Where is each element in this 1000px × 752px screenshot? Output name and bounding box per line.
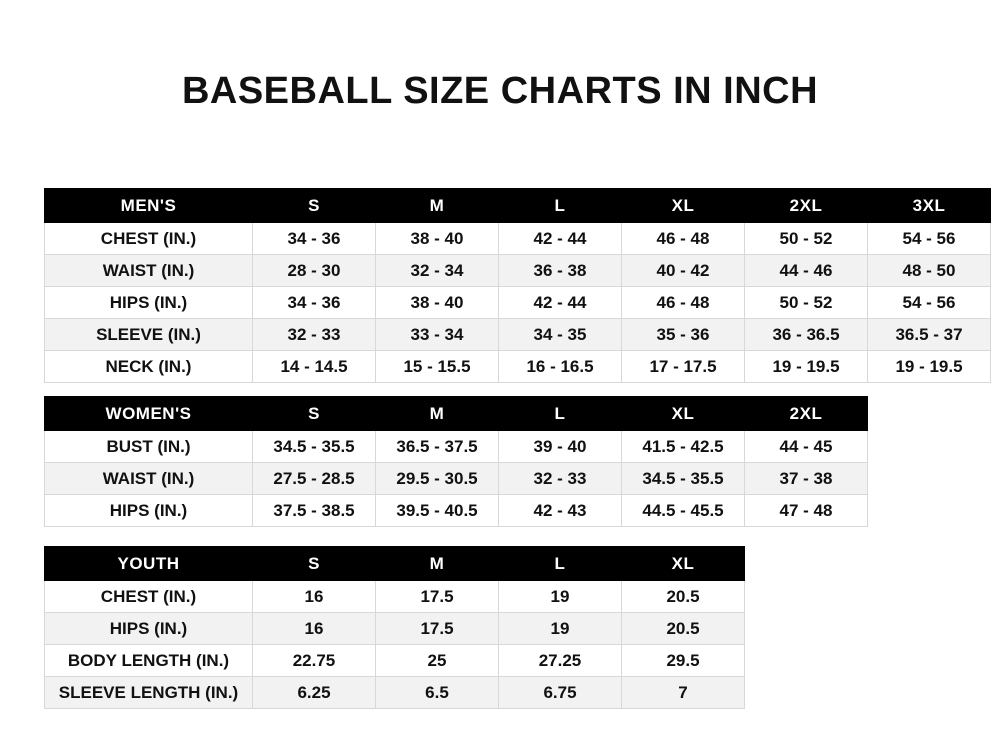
table-cell: 14 - 14.5 [253,351,376,383]
table-cell: 39.5 - 40.5 [376,495,499,527]
table-cell: 37 - 38 [745,463,868,495]
womens-header-cell: S [253,397,376,431]
table-cell: 46 - 48 [622,287,745,319]
womens-table-header [45,397,868,431]
youth-header-cell: L [499,547,622,581]
row-label: BODY LENGTH (IN.) [45,645,253,677]
table-cell: 15 - 15.5 [376,351,499,383]
table-cell: 16 - 16.5 [499,351,622,383]
table-cell: 29.5 [622,645,745,677]
mens-header-cell: M [376,189,499,223]
row-label: SLEEVE (IN.) [45,319,253,351]
youth-header-cell: S [253,547,376,581]
table-cell: 32 - 33 [253,319,376,351]
table-row [45,645,745,677]
table-row [45,495,868,527]
mens-size-table [44,188,991,383]
mens-header-cell: S [253,189,376,223]
womens-table-body [45,431,868,527]
table-row [45,463,868,495]
table-cell: 19 [499,613,622,645]
table-cell: 7 [622,677,745,709]
table-header-row [45,547,745,581]
page-title: BASEBALL SIZE CHARTS IN INCH [181,70,819,112]
mens-header-cell: 3XL [868,189,991,223]
table-cell: 16 [253,581,376,613]
table-cell: 50 - 52 [745,223,868,255]
table-cell: 27.25 [499,645,622,677]
row-label: SLEEVE LENGTH (IN.) [45,677,253,709]
table-cell: 16 [253,613,376,645]
table-cell: 37.5 - 38.5 [253,495,376,527]
row-label: CHEST (IN.) [45,581,253,613]
table-cell: 36 - 36.5 [745,319,868,351]
table-cell: 48 - 50 [868,255,991,287]
table-header-row [45,397,868,431]
table-cell: 54 - 56 [868,223,991,255]
mens-header-cell: 2XL [745,189,868,223]
mens-header-cell: MEN'S [45,189,253,223]
table-cell: 42 - 43 [499,495,622,527]
table-cell: 36 - 38 [499,255,622,287]
womens-header-cell: L [499,397,622,431]
table-cell: 42 - 44 [499,287,622,319]
table-cell: 54 - 56 [868,287,991,319]
row-label: HIPS (IN.) [45,495,253,527]
table-cell: 34 - 36 [253,223,376,255]
table-cell: 32 - 33 [499,463,622,495]
table-cell: 27.5 - 28.5 [253,463,376,495]
womens-header-cell: 2XL [745,397,868,431]
womens-size-table [44,396,868,527]
table-cell: 50 - 52 [745,287,868,319]
table-row [45,319,991,351]
table-cell: 20.5 [622,581,745,613]
table-row [45,223,991,255]
table-row [45,431,868,463]
youth-size-table [44,546,745,709]
row-label: BUST (IN.) [45,431,253,463]
table-cell: 25 [376,645,499,677]
womens-header-cell: M [376,397,499,431]
table-cell: 34.5 - 35.5 [253,431,376,463]
table-cell: 47 - 48 [745,495,868,527]
table-cell: 22.75 [253,645,376,677]
youth-header-cell: XL [622,547,745,581]
mens-header-cell: XL [622,189,745,223]
mens-table-header [45,189,991,223]
table-cell: 41.5 - 42.5 [622,431,745,463]
table-cell: 34.5 - 35.5 [622,463,745,495]
table-row [45,255,991,287]
table-cell: 39 - 40 [499,431,622,463]
table-cell: 44 - 46 [745,255,868,287]
mens-table-body [45,223,991,383]
table-cell: 36.5 - 37 [868,319,991,351]
table-cell: 28 - 30 [253,255,376,287]
table-cell: 38 - 40 [376,287,499,319]
row-label: CHEST (IN.) [45,223,253,255]
table-cell: 34 - 36 [253,287,376,319]
row-label: WAIST (IN.) [45,255,253,287]
table-row [45,613,745,645]
table-cell: 19 [499,581,622,613]
table-cell: 34 - 35 [499,319,622,351]
table-row [45,287,991,319]
womens-header-cell: WOMEN'S [45,397,253,431]
table-cell: 40 - 42 [622,255,745,287]
table-cell: 38 - 40 [376,223,499,255]
youth-header-cell: YOUTH [45,547,253,581]
table-cell: 36.5 - 37.5 [376,431,499,463]
mens-header-cell: L [499,189,622,223]
table-cell: 19 - 19.5 [745,351,868,383]
table-cell: 19 - 19.5 [868,351,991,383]
table-cell: 42 - 44 [499,223,622,255]
table-cell: 32 - 34 [376,255,499,287]
womens-header-cell: XL [622,397,745,431]
row-label: HIPS (IN.) [45,613,253,645]
table-cell: 17.5 [376,581,499,613]
table-cell: 6.25 [253,677,376,709]
table-row [45,351,991,383]
table-cell: 6.5 [376,677,499,709]
table-cell: 6.75 [499,677,622,709]
table-row [45,581,745,613]
table-cell: 35 - 36 [622,319,745,351]
row-label: HIPS (IN.) [45,287,253,319]
table-cell: 17.5 [376,613,499,645]
table-cell: 44 - 45 [745,431,868,463]
table-cell: 17 - 17.5 [622,351,745,383]
table-cell: 33 - 34 [376,319,499,351]
row-label: NECK (IN.) [45,351,253,383]
table-cell: 46 - 48 [622,223,745,255]
youth-table-body [45,581,745,709]
table-cell: 20.5 [622,613,745,645]
table-cell: 44.5 - 45.5 [622,495,745,527]
table-row [45,677,745,709]
table-cell: 29.5 - 30.5 [376,463,499,495]
row-label: WAIST (IN.) [45,463,253,495]
youth-table-header [45,547,745,581]
table-header-row [45,189,991,223]
youth-header-cell: M [376,547,499,581]
